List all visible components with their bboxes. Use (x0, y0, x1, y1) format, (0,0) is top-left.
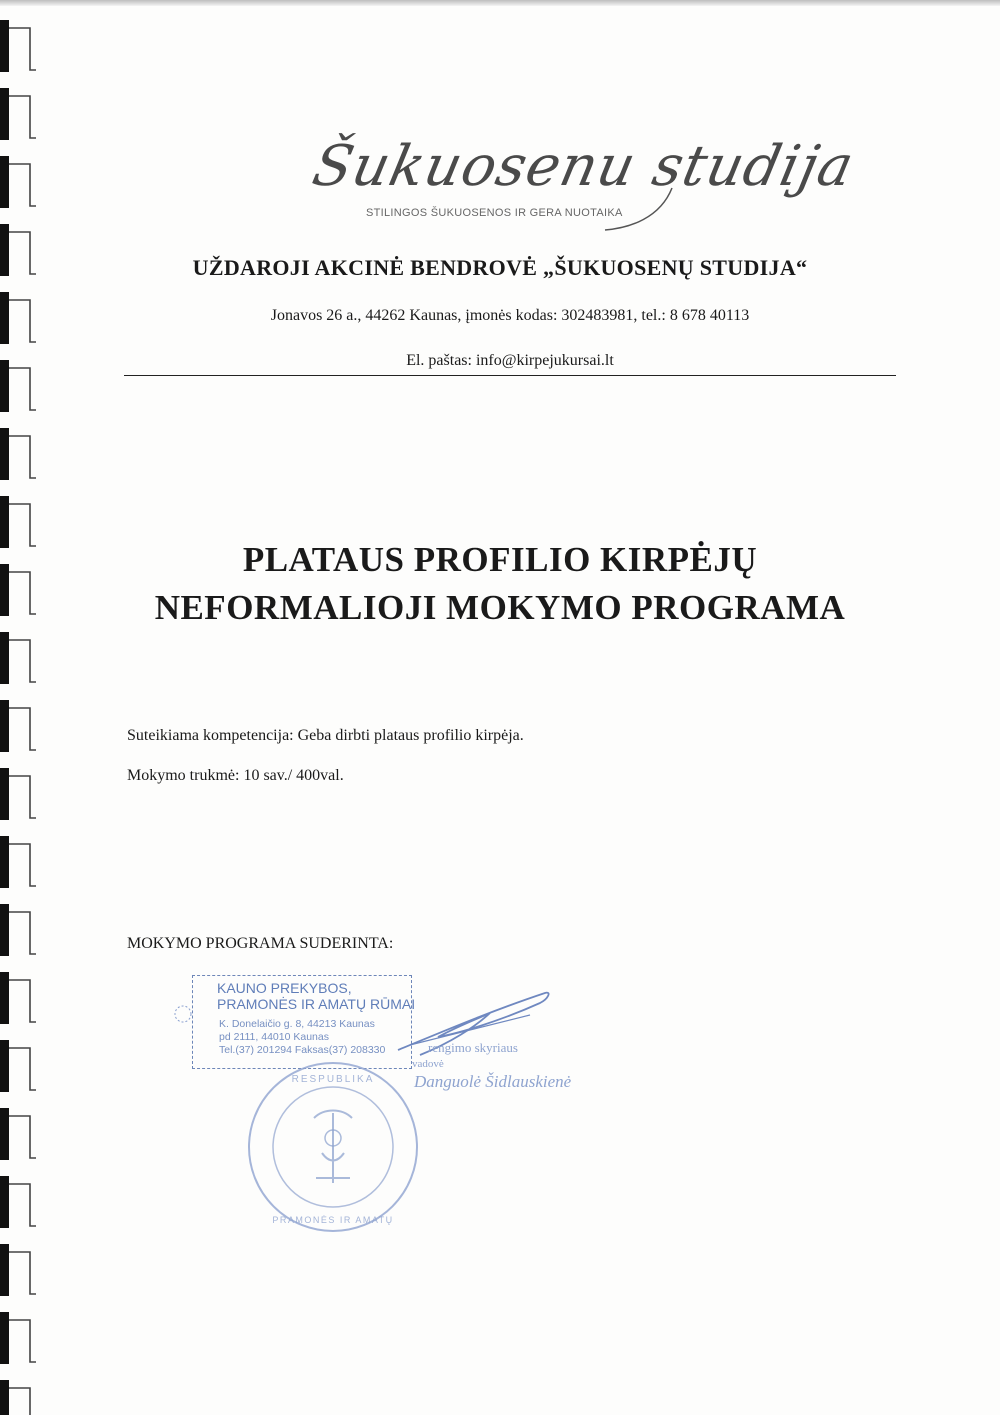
binding-hole (0, 20, 9, 72)
stamp-line-2: PRAMONĖS IR AMATŲ RŪMAI (217, 996, 416, 1012)
logo-tagline: STILINGOS ŠUKUOSENOS IR GERA NUOTAIKA (366, 207, 623, 219)
binding-hole (0, 836, 9, 888)
title-line-1: PLATAUS PROFILIO KIRPĖJŲ (242, 540, 758, 579)
binding-loop (9, 708, 36, 750)
binding-loop (9, 368, 36, 410)
studio-logo (300, 120, 860, 230)
signer-role: rengimo skyriaus (428, 1040, 518, 1055)
binding-hole (0, 1040, 9, 1092)
company-address: Jonavos 26 a., 44262 Kaunas, įmonės kodas: 302483981, tel.: 8 678 40113 (270, 307, 750, 324)
binding-hole (0, 632, 9, 684)
binding-loop (9, 1388, 36, 1415)
stamp-address-2: pd 2111, 44010 Kaunas (219, 1031, 329, 1043)
binding-hole (0, 972, 9, 1024)
scan-top-edge (0, 0, 1000, 6)
binding-loop (9, 1048, 36, 1090)
binding-loop (9, 1116, 36, 1158)
stamp-address-1: K. Donelaičio g. 8, 44213 Kaunas (219, 1018, 375, 1030)
signer-block (410, 1040, 571, 1092)
company-email: El. paštas: info@kirpejukursai.lt (406, 352, 614, 369)
binding-hole (0, 1108, 9, 1160)
binding-loop (9, 912, 36, 954)
header-rule (124, 375, 896, 376)
stamp-emblem-icon (171, 994, 195, 1034)
binding-loop (9, 640, 36, 682)
binding-hole (0, 88, 9, 140)
binding-loop (9, 1252, 36, 1294)
binding-hole (0, 904, 9, 956)
binding-loop (9, 96, 36, 138)
duration-text: Mokymo trukmė: 10 sav./ 400val. (127, 767, 344, 784)
title-line-2: NEFORMALIOJI MOKYMO PROGRAMA (154, 588, 846, 627)
binding-hole (0, 428, 9, 480)
binding-hole (0, 700, 9, 752)
signer-title: vadovė (412, 1058, 444, 1070)
approval-heading: MOKYMO PROGRAMA SUDERINTA: (127, 935, 394, 952)
binding-loop (9, 844, 36, 886)
signer-name: Danguolė Šidlauskienė (414, 1072, 572, 1091)
chamber-stamp-rect (192, 975, 416, 1069)
binding-hole (0, 1244, 9, 1296)
stamp-address-3: Tel.(37) 201294 Faksas(37) 208330 (219, 1044, 386, 1056)
binding-hole (0, 1176, 9, 1228)
binding-hole (0, 156, 9, 208)
svg-text:RESPUBLIKA: RESPUBLIKA (291, 1074, 375, 1085)
binding-loop (9, 1320, 36, 1362)
svg-text:PRAMONĖS IR AMATŲ: PRAMONĖS IR AMATŲ (272, 1215, 394, 1225)
spiral-binding (0, 0, 44, 1415)
binding-hole (0, 1380, 9, 1415)
binding-loop (9, 1184, 36, 1226)
binding-loop (9, 28, 36, 70)
binding-loop (9, 980, 36, 1022)
logo-script-text: Šukuosenu studija (307, 134, 860, 199)
stamp-line-1: KAUNO PREKYBOS, (217, 980, 352, 996)
stamp-address (219, 1018, 385, 1057)
binding-loop (9, 776, 36, 818)
stamp-org-name (217, 980, 415, 1012)
binding-loop (9, 436, 36, 478)
binding-hole (0, 1312, 9, 1364)
competence-text: Suteikiama kompetencija: Geba dirbti plataus profilio kirpėja. (127, 727, 524, 744)
document-title (0, 536, 1000, 632)
round-seal (244, 1058, 422, 1236)
binding-loop (9, 164, 36, 206)
company-name: UŽDAROJI AKCINĖ BENDROVĖ „ŠUKUOSENŲ STUDIJA“ (192, 255, 808, 280)
binding-hole (0, 768, 9, 820)
